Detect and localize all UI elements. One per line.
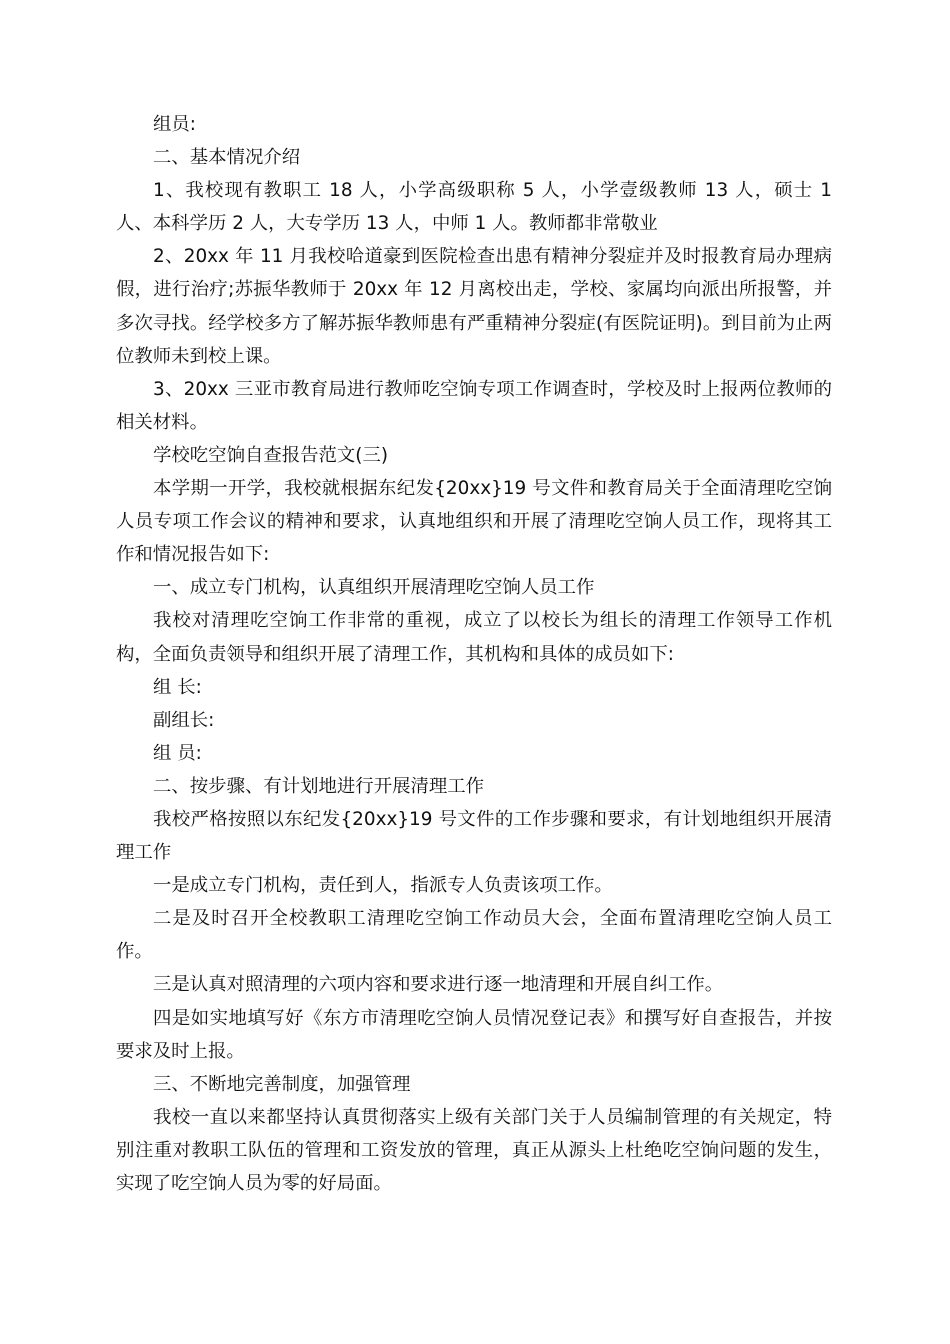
- list-item-step-4: 四是如实地填写好《东方市清理吃空饷人员情况登记表》和撰写好自查报告，并按要求及时上报。: [116, 1007, 832, 1062]
- list-item-step-3: 三是认真对照清理的六项内容和要求进行逐一地清理和开展自纠工作。: [153, 974, 724, 996]
- label-members: 组 员:: [153, 742, 202, 764]
- label-leader: 组 长:: [153, 676, 202, 698]
- paragraph-intro: 本学期一开学，我校就根据东纪发{20xx}19 号文件和教育局关于全面清理吃空饷人员专项工作会议的精神和要求，认真地组织和开展了清理吃空饷人员工作，现将其工作和情况报告如下:: [116, 478, 832, 566]
- list-item-step-1: 一是成立专门机构，责任到人，指派专人负责该项工作。: [153, 875, 613, 897]
- paragraph-report-materials: 3、20xx 三亚市教育局进行教师吃空饷专项工作调查时，学校及时上报两位教师的相关材料。: [116, 378, 832, 433]
- section-heading-organization: 一、成立专门机构，认真组织开展清理吃空饷人员工作: [153, 577, 595, 599]
- report-title: 学校吃空饷自查报告范文(三): [153, 444, 389, 466]
- paragraph-management: 我校一直以来都坚持认真贯彻落实上级有关部门关于人员编制管理的有关规定，特别注重对教职工队伍的管理和工资发放的管理，真正从源头上杜绝吃空饷问题的发生，实现了吃空饷人员为零的好局面。: [116, 1106, 832, 1194]
- section-heading-steps: 二、按步骤、有计划地进行开展清理工作: [153, 775, 485, 797]
- document-body: [116, 108, 832, 1200]
- section-heading-basic-info: 二、基本情况介绍: [153, 147, 301, 169]
- paragraph-member-label: 组员:: [153, 114, 196, 135]
- paragraph-organization: 我校对清理吃空饷工作非常的重视，成立了以校长为组长的清理工作领导工作机构，全面负责领导和组织开展了清理工作，其机构和具体的成员如下:: [116, 610, 832, 665]
- paragraph-teacher-cases: 2、20xx 年 11 月我校哈道豪到医院检查出患有精神分裂症并及时报教育局办理病假，进行治疗;苏振华教师于 20xx 年 12 月离校出走，学校、家属均向派出所报警，并多次寻找。经学校多方了解苏振华教师患有严重精神分裂症(有医院证明)。到目前为止两位教师未到校上课。: [116, 246, 832, 367]
- paragraph-staff-stats: 1、我校现有教职工 18 人，小学高级职称 5 人，小学壹级教师 13 人，硕士 1 人、本科学历 2 人，大专学历 13 人，中师 1 人。教师都非常敬业: [116, 180, 832, 235]
- label-deputy-leader: 副组长:: [153, 709, 215, 731]
- list-item-step-2: 二是及时召开全校教职工清理吃空饷工作动员大会，全面布置清理吃空饷人员工作。: [116, 908, 832, 963]
- paragraph-steps: 我校严格按照以东纪发{20xx}19 号文件的工作步骤和要求，有计划地组织开展清理工作: [116, 808, 832, 864]
- section-heading-management: 三、不断地完善制度，加强管理: [153, 1073, 411, 1095]
